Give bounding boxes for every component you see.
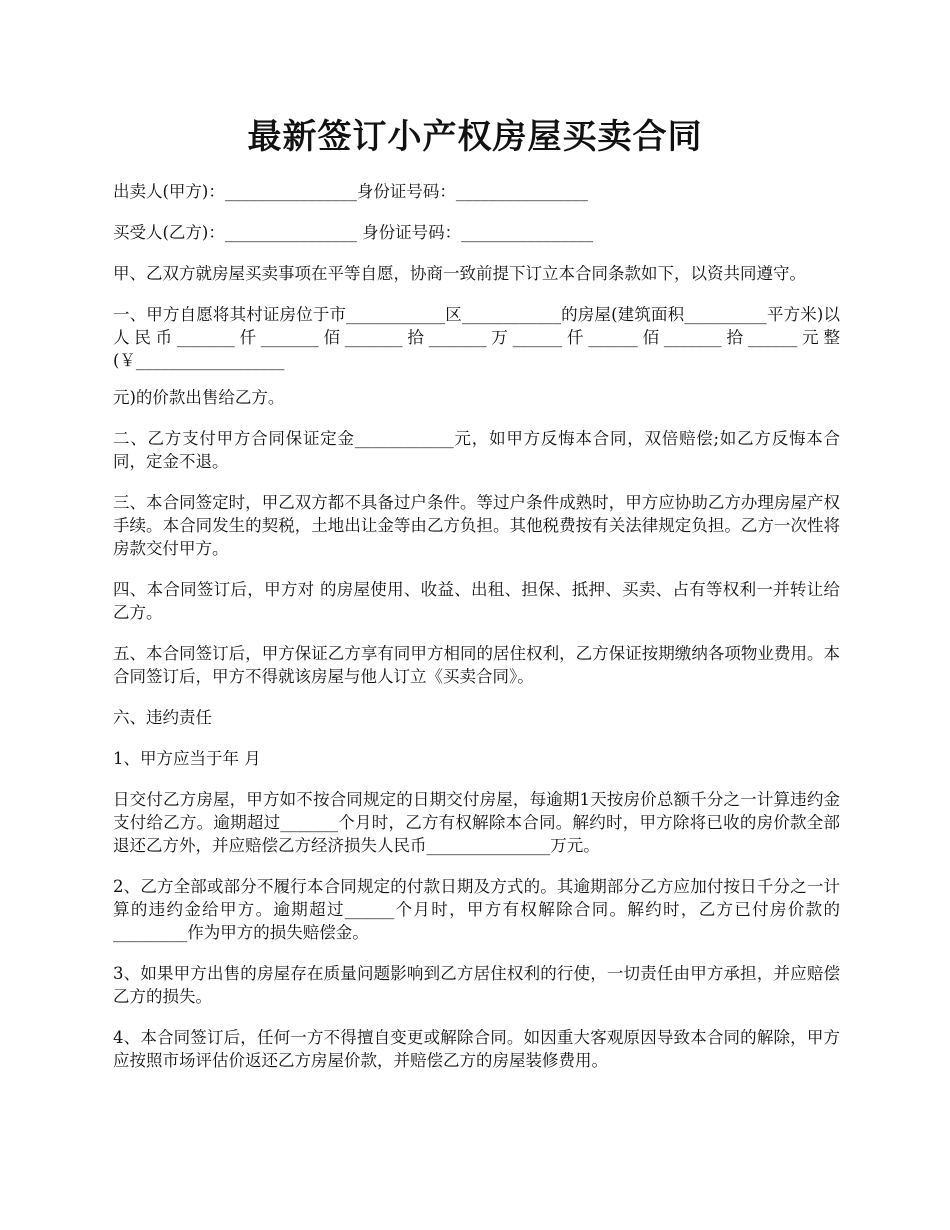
clause-2: 二、乙方支付甲方合同保证定金____________元，如甲方反悔本合同，双倍赔偿;如乙方反悔本合同，定金不退。 — [113, 429, 840, 471]
liability-item-1: 1、甲方应当于年 月 — [113, 749, 261, 768]
clause-5: 五、本合同签订后，甲方保证乙方享有同甲方相同的居住权利，乙方保证按期缴纳各项物业费用。本合同签订后，甲方不得就该房屋与他人订立《买卖合同》。 — [113, 644, 840, 686]
clause-6-heading: 六、违约责任 — [113, 708, 212, 727]
buyer-line: 买受人(乙方)：________________ 身份证号码：________________ — [113, 223, 594, 242]
document-title: 最新签订小产权房屋买卖合同 — [247, 117, 703, 157]
clause-3: 三、本合同签定时，甲乙双方都不具备过户条件。等过户条件成熟时，甲方应协助乙方办理房屋产权手续。本合同发生的契税，土地出让金等由乙方负担。其他税费按有关法律规定负担。乙方一次性将房款交付甲方。 — [113, 493, 840, 558]
preamble: 甲、乙双方就房屋买卖事项在平等自愿，协商一致前提下订立本合同条款如下，以资共同遵守。 — [113, 264, 806, 283]
document-body — [113, 180, 840, 1090]
liability-item-4: 4、本合同签订后，任何一方不得擅自变更或解除合同。如因重大客观原因导致本合同的解除，甲方应按照市场评估价返还乙方房屋价款，并赔偿乙方的房屋装修费用。 — [113, 1028, 840, 1070]
clause-1: 一、甲方自愿将其村证房位于市____________区____________的房屋(建筑面积__________平方米)以人民币_______仟_______佰_______拾_______万______仟______佰_______拾______元整(￥__________________ — [113, 305, 840, 370]
seller-line: 出卖人(甲方)：________________身份证号码：________________ — [113, 182, 588, 201]
liability-item-1-continued: 日交付乙方房屋，甲方如不按合同规定的日期交付房屋，每逾期1天按房价总额千分之一计算违约金支付给乙方。逾期超过_______个月时，乙方有权解除本合同。解约时，甲方除将已收的房价款全部退还乙方外，并应赔偿乙方经济损失人民币_______________万元。 — [113, 790, 840, 855]
clause-4: 四、本合同签订后，甲方对 的房屋使用、收益、出租、担保、抵押、买卖、占有等权利一并转让给乙方。 — [113, 580, 840, 622]
clause-1-continued: 元)的价款出售给乙方。 — [113, 388, 285, 407]
liability-item-2: 2、乙方全部或部分不履行本合同规定的付款日期及方式的。其逾期部分乙方应加付按日千分之一计算的违约金给甲方。逾期超过______个月时，甲方有权解除合同。解约时，乙方已付房价款的_________作为甲方的损失赔偿金。 — [113, 877, 840, 942]
liability-item-3: 3、如果甲方出售的房屋存在质量问题影响到乙方居住权利的行使，一切责任由甲方承担，并应赔偿乙方的损失。 — [113, 964, 840, 1006]
